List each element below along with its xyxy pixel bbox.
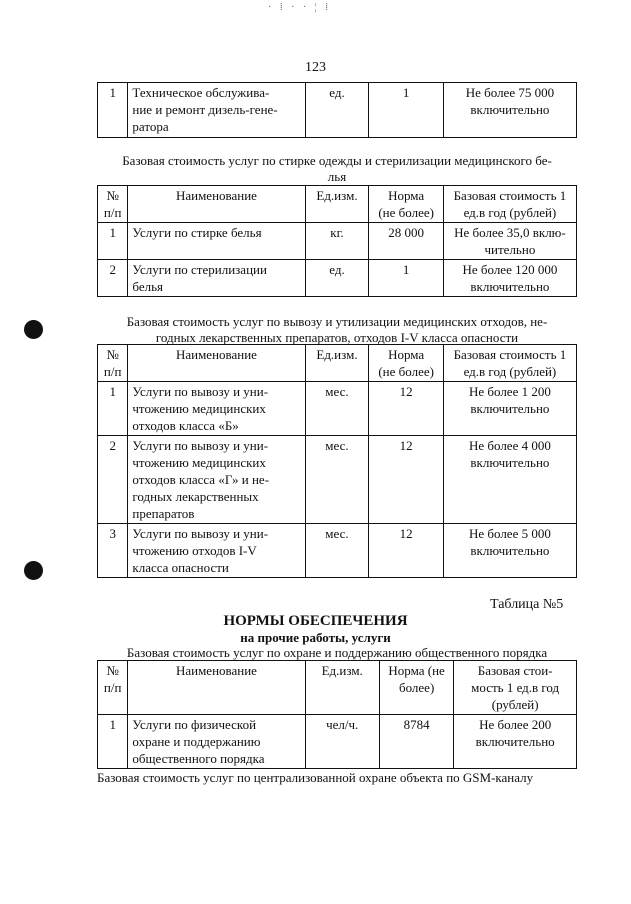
binder-hole (24, 320, 43, 339)
table-waste (97, 344, 577, 578)
row-cost: Не более 1 200 включительно (443, 382, 576, 436)
row-unit: кг. (305, 223, 369, 260)
row-norm: 1 (369, 260, 443, 297)
row-cost: Не более 75 000 включительно (443, 83, 576, 138)
table-label: Таблица №5 (490, 597, 564, 612)
row-unit: мес. (305, 436, 369, 524)
header-name: Наименование (128, 186, 305, 223)
header-norm: Норма (не более) (369, 186, 443, 223)
row-norm: 12 (369, 524, 443, 578)
row-num: 2 (98, 260, 128, 297)
row-cost: Не более 35,0 вклю- чительно (443, 223, 576, 260)
bottom-caption: Базовая стоимость услуг по централизованной охране объекта по GSM-каналу (97, 770, 534, 785)
header-num: № п/п (98, 661, 128, 715)
row-name: Услуги по стирке белья (128, 223, 305, 260)
security-caption: Базовая стоимость услуг по охране и поддержанию общественного порядка (126, 645, 548, 660)
header-num: № п/п (98, 186, 128, 223)
header-unit: Ед.изм. (305, 186, 369, 223)
header-norm: Норма (не более) (369, 345, 443, 382)
row-num: 1 (98, 382, 128, 436)
table-row (98, 436, 577, 524)
row-cost: Не более 5 000 включительно (443, 524, 576, 578)
table-row (98, 223, 577, 260)
section-title: НОРМЫ ОБЕСПЕЧЕНИЯ (223, 613, 408, 629)
table-row (98, 382, 577, 436)
row-cost: Не более 200 включительно (454, 715, 577, 769)
table-row (98, 260, 577, 297)
row-name: Услуги по физической охране и поддержанию общественного порядка (128, 715, 305, 769)
row-unit: ед. (305, 260, 369, 297)
row-num: 1 (98, 715, 128, 769)
row-name: Услуги по вывозу и уни- чтожению отходов I-V класса опасности (128, 524, 305, 578)
header-cost: Базовая стоимость 1 ед.в год (рублей) (443, 186, 576, 223)
row-norm: 8784 (379, 715, 453, 769)
table-header-row (98, 345, 577, 382)
header-name: Наименование (128, 661, 305, 715)
table-header-row (98, 661, 577, 715)
header-num: № п/п (98, 345, 128, 382)
row-norm: 28 000 (369, 223, 443, 260)
row-num: 2 (98, 436, 128, 524)
header-cost: Базовая стои- мость 1 ед.в год (рублей) (454, 661, 577, 715)
row-num: 1 (98, 83, 128, 138)
table-top-continuation (97, 82, 577, 138)
table-row (98, 524, 577, 578)
row-name: Техническое обслужива- ние и ремонт дизель-гене- ратора (128, 83, 305, 138)
row-cost: Не более 4 000 включительно (443, 436, 576, 524)
header-unit: Ед.изм. (305, 345, 369, 382)
waste-caption: Базовая стоимость услуг по вывозу и утилизации медицинских отходов, не- годных лекарственных препаратов, отходов I-V класса опасности (126, 314, 548, 345)
row-unit: ед. (305, 83, 369, 138)
header-cost: Базовая стоимость 1 ед.в год (рублей) (443, 345, 576, 382)
table-header-row (98, 186, 577, 223)
laundry-caption: Базовая стоимость услуг по стирке одежды и стерилизации медицинского бе- лья (122, 153, 552, 184)
table-row (98, 83, 577, 138)
row-norm: 1 (369, 83, 443, 138)
row-name: Услуги по вывозу и уни- чтожению медицинских отходов класса «Б» (128, 382, 305, 436)
row-name: Услуги по стерилизации белья (128, 260, 305, 297)
row-unit: мес. (305, 524, 369, 578)
row-unit: чел/ч. (305, 715, 379, 769)
header-norm: Норма (не более) (379, 661, 453, 715)
row-name: Услуги по вывозу и уни- чтожению медицинских отходов класса «Г» и не- годных лекарственных препаратов (128, 436, 305, 524)
scan-marks: · ⁞ · · ¦ ⁞ (268, 2, 332, 13)
header-unit: Ед.изм. (305, 661, 379, 715)
page-number: 123 (305, 60, 326, 75)
row-num: 3 (98, 524, 128, 578)
row-num: 1 (98, 223, 128, 260)
row-norm: 12 (369, 382, 443, 436)
row-cost: Не более 120 000 включительно (443, 260, 576, 297)
row-unit: мес. (305, 382, 369, 436)
row-norm: 12 (369, 436, 443, 524)
binder-hole (24, 561, 43, 580)
table-row (98, 715, 577, 769)
table-security (97, 660, 577, 769)
header-name: Наименование (128, 345, 305, 382)
table-laundry (97, 185, 577, 297)
section-subtitle: на прочие работы, услуги (240, 630, 391, 645)
